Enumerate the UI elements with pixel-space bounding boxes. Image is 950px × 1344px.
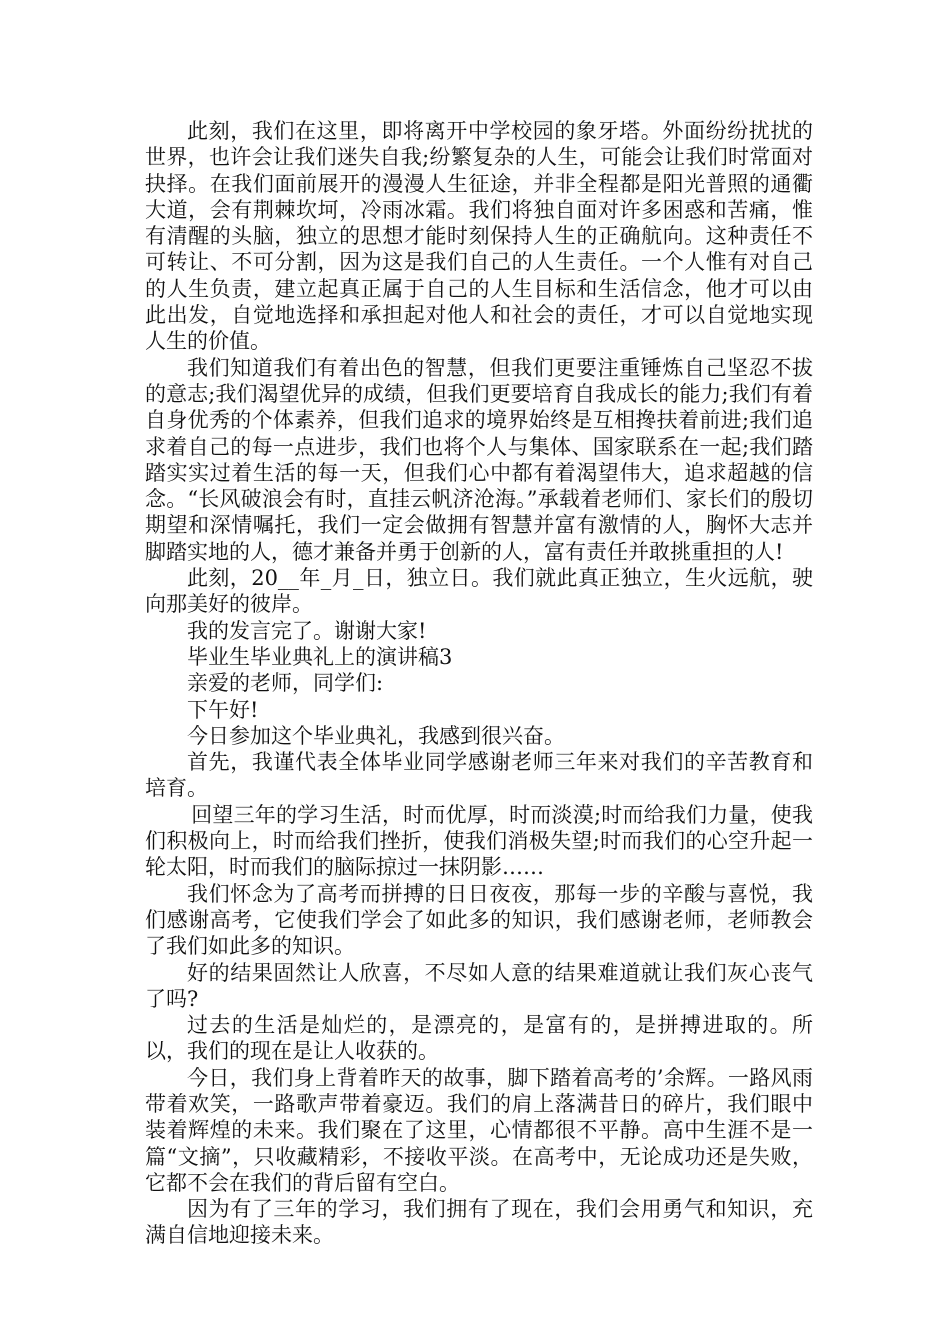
paragraph-14: 今日，我们身上背着昨天的故事，脚下踏着高考的’余辉。一路风雨带着欢笑，一路歌声带着豪迈。我们的肩上落满昔日的碎片，我们眼中装着辉煌的未来。我们聚在了这里，心情都很不平静。高中生涯不是一篇“文摘”，只收藏精彩，不接收平淡。在高考中，无论成功还是失败，它都不会在我们的背后留有空白。 bbox=[145, 1065, 813, 1195]
paragraph-15: 因为有了三年的学习，我们拥有了现在，我们会用勇气和知识，充满自信地迎接未来。 bbox=[145, 1197, 813, 1248]
salutation: 亲爱的老师，同学们: bbox=[187, 671, 384, 696]
paragraph-10: 回望三年的学习生活，时而优厚，时而淡漠;时而给我们力量，使我们积极向上，时而给我们挫折，使我们消极失望;时而我们的心空升起一轮太阳，时而我们的脑际掠过一抹阴影…… bbox=[145, 802, 813, 880]
speech-title: 毕业生毕业典礼上的演讲稿3 bbox=[187, 644, 453, 669]
paragraph-8: 今日参加这个毕业典礼，我感到很兴奋。 bbox=[187, 723, 565, 748]
document-body bbox=[145, 118, 813, 1249]
paragraph-12: 好的结果固然让人欣喜，不尽如人意的结果难道就让我们灰心丧气了吗? bbox=[145, 960, 813, 1011]
paragraph-3: 此刻，20__年_月_日，独立日。我们就此真正独立，生火远航，驶向那美好的彼岸。 bbox=[145, 566, 813, 617]
greeting: 下午好! bbox=[187, 697, 259, 722]
paragraph-13: 过去的生活是灿烂的，是漂亮的，是富有的，是拼搏进取的。所以，我们的现在是让人收获的。 bbox=[145, 1013, 813, 1064]
paragraph-2: 我们知道我们有着出色的智慧，但我们更要注重锤炼自己坚忍不拔的意志;我们渴望优异的成绩，但我们更要培育自我成长的能力;我们有着自身优秀的个体素养，但我们追求的境界始终是互相搀扶着前进;我们追求着自己的每一点进步，我们也将个人与集体、国家联系在一起;我们踏踏实实过着生活的每一天，但我们心中都有着渴望伟大，追求超越的信念。“长风破浪会有时，直挂云帆济沧海。”承载着老师们、家长们的殷切期望和深情嘱托，我们一定会做拥有智慧并富有激情的人，胸怀大志并脚踏实地的人，德才兼备并勇于创新的人，富有责任并敢挑重担的人! bbox=[145, 355, 813, 564]
paragraph-9: 首先，我谨代表全体毕业同学感谢老师三年来对我们的辛苦教育和培育。 bbox=[145, 750, 813, 801]
paragraph-11: 我们怀念为了高考而拼搏的日日夜夜，那每一步的辛酸与喜悦，我们感谢高考，它使我们学会了如此多的知识，我们感谢老师，老师教会了我们如此多的知识。 bbox=[145, 881, 813, 959]
closing-line: 我的发言完了。谢谢大家! bbox=[187, 618, 427, 643]
paragraph-1: 此刻，我们在这里，即将离开中学校园的象牙塔。外面纷纷扰扰的世界，也许会让我们迷失自我;纷繁复杂的人生，可能会让我们时常面对抉择。在我们面前展开的漫漫人生征途，并非全程都是阳光普照的通衢大道，会有荆棘坎坷，冷雨冰霜。我们将独自面对许多困惑和苦痛，惟有清醒的头脑，独立的思想才能时刻保持人生的正确航向。这种责任不可转让、不可分割，因为这是我们自己的人生责任。一个人惟有对自己的人生负责，建立起真正属于自己的人生目标和生活信念，他才可以由此出发，自觉地选择和承担起对他人和社会的责任，才可以自觉地实现人生的价值。 bbox=[145, 119, 813, 354]
